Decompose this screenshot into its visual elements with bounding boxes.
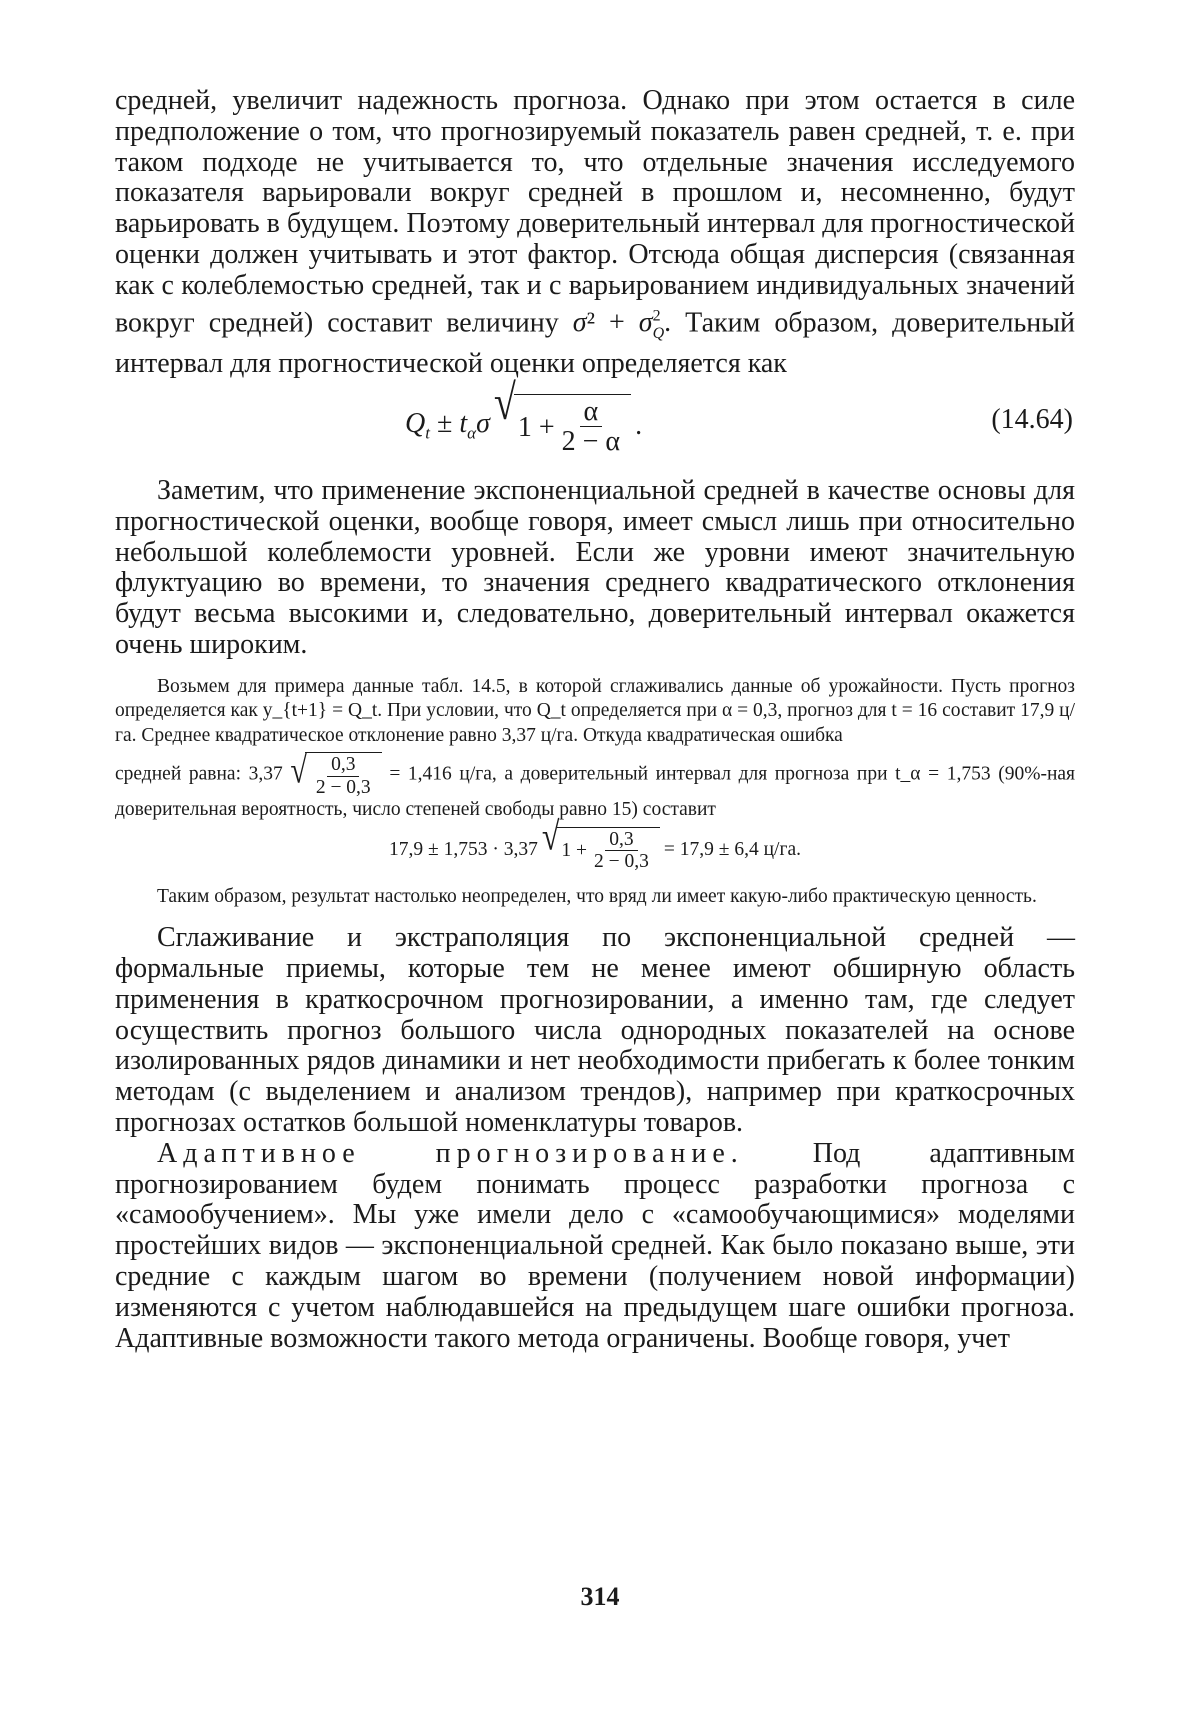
formula-14-64-expression <box>405 374 643 458</box>
paragraph-5-text: Под адаптивным прогнозированием будем понимать процесс разработки прогноза с «самообучением». Мы уже имели дело с «самообучающимися» моделями простейших видов — экспоненциальной средней. Как было показано выше, эти средние с каждым шагом во времени (получением новой информации) изменяются с учетом наблюдавшейся на предыдущем шаге ошибки прогноза. Адаптивные возможности такого метода ограничены. Вообще говоря, учет <box>115 1137 1075 1354</box>
fraction-denominator: 2 − 0,3 <box>315 776 371 798</box>
example-error-post: = 1,416 ц/га, а доверительный интервал для прогноза при t_α = 1,753 (90%-ная доверительная вероятность, число степеней свободы равно 15) составит <box>115 763 1076 821</box>
radical-sign: √ <box>541 812 560 858</box>
fraction-numerator: α <box>580 397 603 427</box>
example-error-line <box>115 752 1075 822</box>
ci-one-plus: 1 + <box>561 840 588 862</box>
example-error-pre: средней равна: 3,37 <box>115 763 283 785</box>
fraction <box>590 830 653 873</box>
radical-body <box>557 827 660 873</box>
section-heading-adaptive: Адаптивное прогнозирование. <box>157 1137 744 1169</box>
variance-sum-math: $\sigma^2 + \sigma^2_Q$. <box>572 306 672 342</box>
equation-number: (14.64) <box>991 404 1073 436</box>
page-number: 314 <box>580 1582 620 1611</box>
square-root <box>493 374 631 458</box>
paragraph-2: Заметим, что применение экспоненциальной средней в качестве основы для прогностической оценки, вообще говоря, имеет смысл лишь при относительно небольшой колеблемости уровней. Если же уровни имеют значительную флуктуацию во времени, то значения среднего квадратического отклонения будут весьма высокими и, следовательно, доверительный интервал окажется очень широким. <box>115 475 1075 661</box>
formula-lhs: $Q_t \pm t_\alpha\sigma$ <box>405 408 490 443</box>
radical-body <box>305 752 382 798</box>
paragraph-5 <box>115 1139 1075 1355</box>
radical-sign: √ <box>290 750 307 792</box>
paragraph-1-text: средней, увеличит надежность прогноза. Однако при этом остается в силе предположение о том, что прогнозируемый показатель равен средней, т. е. при таком подходе не учитывается то, что отдельные значения исследуемого показателя варьировали вокруг средней в прошлом и, несомненно, будут варьировать в будущем. Поэтому доверительный интервал для прогностической оценки должен учитывать и этот фактор. Отсюда общая дисперсия (связанная как с колеблемостью средней, так и с варьированием индивидуальных значений вокруг средней) составит величину <box>115 85 1075 338</box>
formula-period: . <box>635 410 643 442</box>
fraction <box>558 397 624 458</box>
error-square-root <box>290 752 381 798</box>
radical-sign: √ <box>493 374 516 431</box>
example-paragraph: Возьмем для примера данные табл. 14.5, в которой сглаживались данные об урожайности. Пусть прогноз определяется как y_{t+1} = Q_t. При условии, что Q_t определяется при α = 0,3, прогноз для t = 16 составит 17,9 ц/га. Среднее квадратическое отклонение равно 3,37 ц/га. Откуда квадратическая ошибка <box>115 675 1075 746</box>
fraction-numerator: 0,3 <box>327 755 359 776</box>
fraction-numerator: 0,3 <box>605 830 637 851</box>
radical-one-plus: 1 + <box>517 411 555 443</box>
radical-body <box>514 394 631 458</box>
confidence-interval-formula <box>115 812 1075 873</box>
ci-rhs: = 17,9 ± 6,4 ц/га. <box>663 838 801 860</box>
paragraph-1-end: Таким образом, доверительный интервал для прогностической оценки определяется как <box>115 306 1075 380</box>
fraction-denominator: 2 − 0,3 <box>594 851 649 873</box>
formula-14-64 <box>115 374 1075 470</box>
ci-square-root <box>541 812 660 873</box>
paragraph-4: Сглаживание и экстраполяция по экспоненциальной средней — формальные приемы, которые тем не менее имеют обширную область применения в краткосрочном прогнозировании, а именно там, где следует осуществить прогноз большого числа однородных показателей на основе изолированных рядов динамики и нет необходимости прибегать к более тонким методам (с выделением и анализом трендов), например при краткосрочных прогнозах остатков большой номенклатуры товаров. <box>115 922 1075 1138</box>
fraction <box>312 755 375 798</box>
fraction-denominator: 2 − α <box>561 426 621 458</box>
example-conclusion: Таким образом, результат настолько неопределен, что вряд ли имеет какую-либо практическую ценность. <box>157 885 1037 907</box>
ci-lhs: 17,9 ± 1,753 · 3,37 <box>389 838 538 860</box>
paragraph-1 <box>115 86 1075 380</box>
document-page <box>115 86 1075 1354</box>
